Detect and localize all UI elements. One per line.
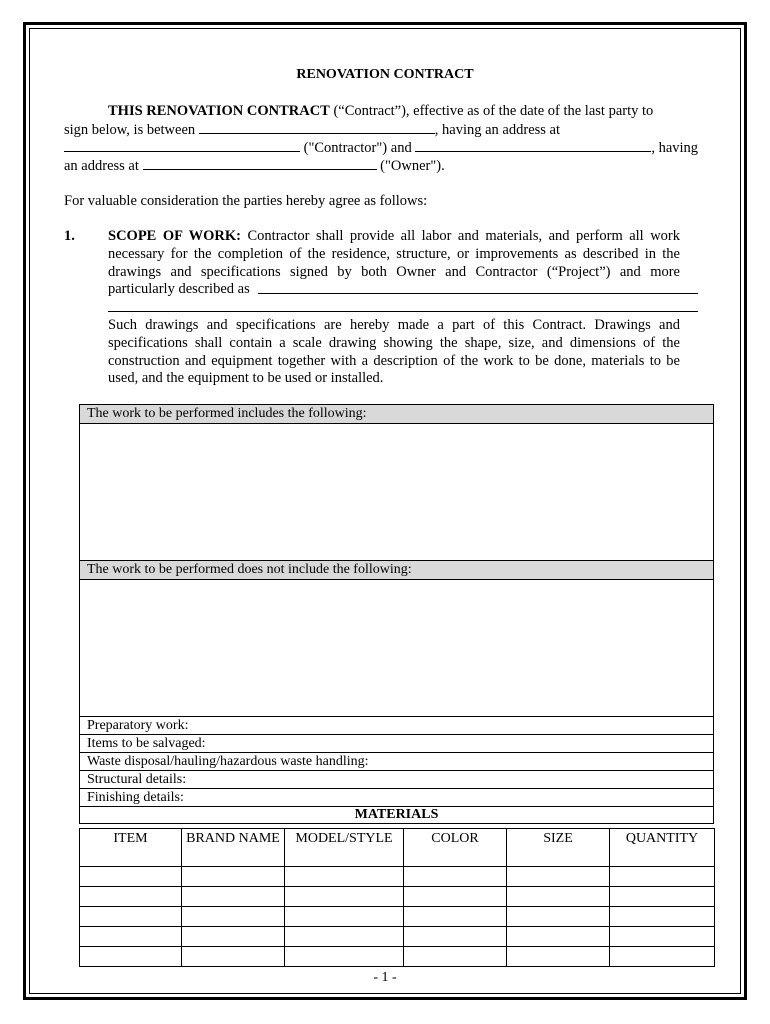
intro-line4-b: ("Owner"). [376, 158, 445, 174]
materials-cell[interactable] [285, 907, 404, 927]
materials-cell[interactable] [404, 907, 507, 927]
materials-cell[interactable] [507, 907, 610, 927]
project-description-blank-2[interactable] [108, 311, 698, 312]
contractor-blank[interactable] [64, 139, 300, 152]
finishing-details-row[interactable]: Finishing details: [80, 789, 714, 807]
materials-cell[interactable] [404, 947, 507, 967]
materials-cell[interactable] [182, 927, 285, 947]
materials-cell[interactable] [610, 907, 715, 927]
party2-blank[interactable] [415, 139, 651, 152]
intro-line3-a: ("Contractor") and [300, 140, 416, 156]
materials-cell[interactable] [285, 927, 404, 947]
intro-line2-b: , having an address at [434, 122, 561, 138]
work-scope-table [79, 404, 714, 824]
materials-cell[interactable] [507, 947, 610, 967]
work-excludes-header: The work to be performed does not include the following: [80, 561, 714, 580]
structural-details-row[interactable]: Structural details: [80, 771, 714, 789]
intro-line3-b: , having [651, 140, 699, 156]
materials-cell[interactable] [182, 947, 285, 967]
materials-table [79, 828, 715, 967]
col-size: SIZE [507, 829, 610, 867]
materials-cell[interactable] [182, 907, 285, 927]
materials-row[interactable] [80, 867, 715, 887]
work-includes-header: The work to be performed includes the following: [80, 405, 714, 424]
col-color: COLOR [404, 829, 507, 867]
section-1-paragraph-2: Such drawings and specifications are hereby made a part of this Contract. Drawings and specifications shall contain a scale drawing showing the shape, size, and dimensions of the construction and equipment together with a description of the work to be done, materials to be used, and the equipment to be used or installed. [108, 317, 680, 387]
intro-line2-a: sign below, is between [64, 122, 199, 138]
materials-cell[interactable] [610, 887, 715, 907]
col-item: ITEM [80, 829, 182, 867]
preparatory-work-row[interactable]: Preparatory work: [80, 717, 714, 735]
materials-title: MATERIALS [80, 807, 714, 824]
col-brand-name: BRAND NAME [182, 829, 285, 867]
materials-header-row [80, 829, 715, 867]
materials-row[interactable] [80, 907, 715, 927]
materials-cell[interactable] [404, 927, 507, 947]
page-number: - 1 - [373, 970, 397, 985]
intro-line-2 [64, 121, 700, 140]
consideration-text: For valuable consideration the parties hereby agree as follows: [64, 193, 428, 209]
materials-cell[interactable] [507, 927, 610, 947]
materials-cell[interactable] [80, 947, 182, 967]
materials-cell[interactable] [285, 867, 404, 887]
materials-row[interactable] [80, 887, 715, 907]
work-includes-field[interactable] [80, 424, 714, 561]
materials-cell[interactable] [182, 867, 285, 887]
waste-disposal-row[interactable]: Waste disposal/hauling/hazardous waste handling: [80, 753, 714, 771]
materials-cell[interactable] [80, 867, 182, 887]
materials-cell[interactable] [507, 887, 610, 907]
materials-cell[interactable] [610, 867, 715, 887]
intro-line4-a: an address at [64, 158, 143, 174]
work-excludes-field[interactable] [80, 580, 714, 717]
col-quantity: QUANTITY [610, 829, 715, 867]
materials-cell[interactable] [404, 887, 507, 907]
project-description-blank-1[interactable] [258, 293, 698, 294]
materials-cell[interactable] [610, 927, 715, 947]
intro-lead-bold: THIS RENOVATION CONTRACT [108, 103, 330, 119]
intro-lead-rest: (“Contract”), effective as of the date of the last party to [329, 103, 654, 119]
materials-cell[interactable] [285, 887, 404, 907]
section-1-number: 1. [64, 228, 75, 244]
materials-cell[interactable] [404, 867, 507, 887]
materials-cell[interactable] [80, 927, 182, 947]
section-1-paragraph-1 [108, 228, 680, 299]
materials-cell[interactable] [610, 947, 715, 967]
document-title: RENOVATION CONTRACT [296, 67, 474, 82]
materials-cell[interactable] [507, 867, 610, 887]
intro-line-1 [64, 103, 700, 121]
materials-row[interactable] [80, 947, 715, 967]
section-1-text-1: Contractor shall provide all labor and materials, and perform all work necessary for the completion of the residence, structure, or improvements as described in the drawings and specifications signed by both Owner and Contractor (“Project”) and more particularly described as [108, 228, 680, 298]
col-model-style: MODEL/STYLE [285, 829, 404, 867]
intro-line-3 [64, 139, 700, 158]
materials-cell[interactable] [182, 887, 285, 907]
materials-row[interactable] [80, 927, 715, 947]
materials-cell[interactable] [80, 907, 182, 927]
owner-address-blank[interactable] [143, 157, 377, 170]
section-1-body [108, 228, 680, 299]
materials-cell[interactable] [285, 947, 404, 967]
intro-line-4 [64, 157, 700, 176]
items-salvaged-row[interactable]: Items to be salvaged: [80, 735, 714, 753]
materials-cell[interactable] [80, 887, 182, 907]
party1-blank[interactable] [199, 121, 435, 134]
section-1-heading: SCOPE OF WORK: [108, 228, 242, 244]
